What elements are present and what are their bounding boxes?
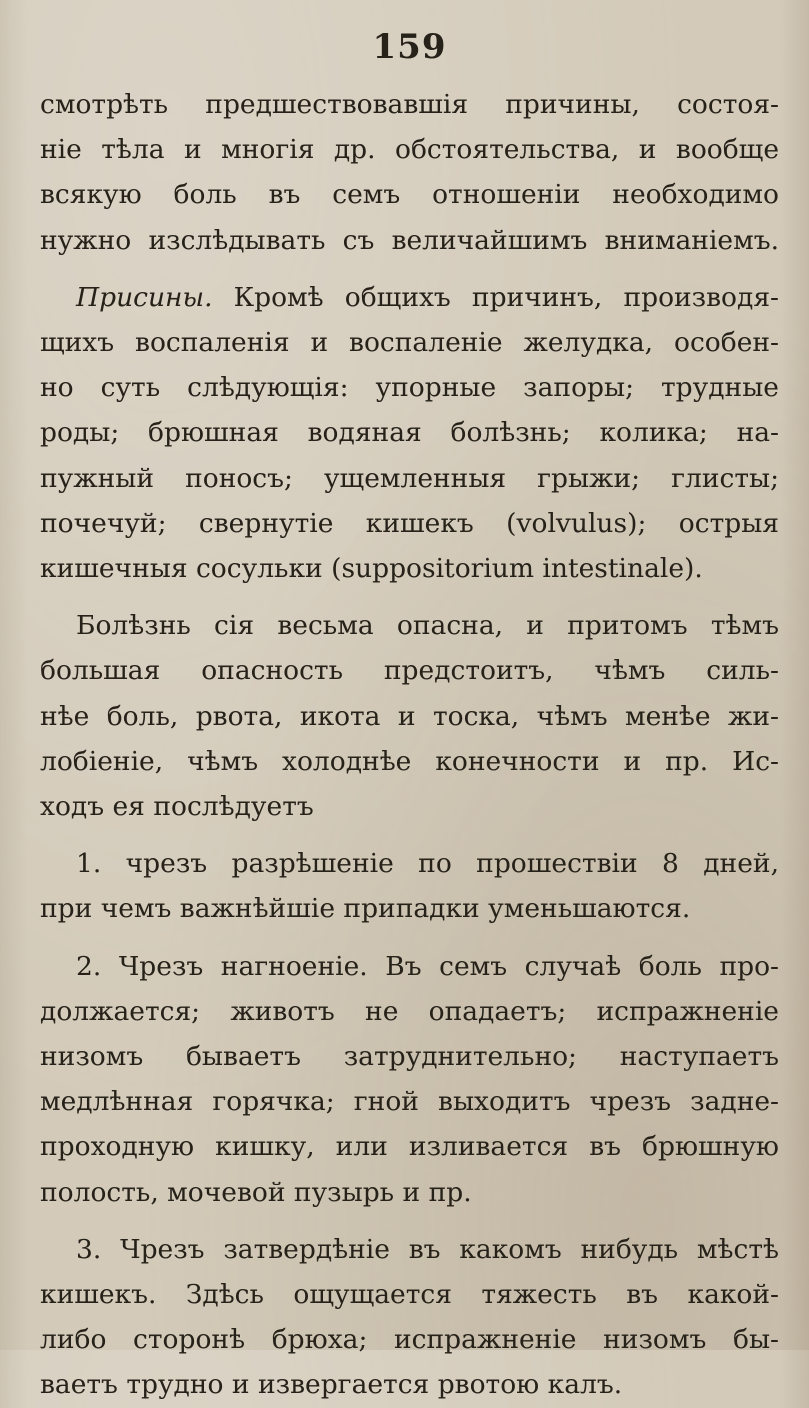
text-line: 1. чрезъ разрѣшеніе по прошествіи 8 дней, xyxy=(76,848,779,880)
text-line: Болѣзнь сія весьма опасна, и притомъ тѣмъ xyxy=(76,610,779,642)
page-number: 159 xyxy=(372,27,447,67)
paragraph-1 xyxy=(40,82,779,263)
paragraph-outcome-2 xyxy=(40,944,779,1215)
text-line: медлѣнная горячка; гной выходитъ чрезъ задне- xyxy=(40,1086,779,1118)
text-line xyxy=(40,275,779,320)
text-line: лобіеніе, чѣмъ холоднѣе конечности и пр. Ис- xyxy=(40,745,779,777)
text-line: большая опасность предстоитъ, чѣмъ силь- xyxy=(40,655,779,687)
text-line: при чемъ важнѣйшіе припадки уменьшаются. xyxy=(40,893,691,925)
text-line: пужный поносъ; ущемленныя грыжи; глисты; xyxy=(40,462,779,494)
text-line: ніе тѣла и многія др. обстоятельства, и вообще xyxy=(40,134,779,166)
text-line: кишечныя сосульки (suppositorium intestinale). xyxy=(40,553,703,585)
paragraph-prognosis xyxy=(40,603,779,829)
paragraph-causes xyxy=(40,275,779,591)
text-line: роды; брюшная водяная болѣзнь; колика; на- xyxy=(40,417,779,449)
text-line: нѣе боль, рвота, икота и тоска, чѣмъ менѣе жи- xyxy=(40,700,779,732)
text-line: всякую боль въ семъ отношеніи необходимо xyxy=(40,179,779,211)
text-line: 2. Чрезъ нагноеніе. Въ семъ случаѣ боль про- xyxy=(76,950,779,982)
text-line: низомъ бываетъ затруднительно; наступаетъ xyxy=(40,1041,779,1073)
text-line: ваетъ трудно и извергается рвотою калъ. xyxy=(40,1369,623,1401)
text-line: либо сторонѣ брюха; испражненіе низомъ бы- xyxy=(40,1324,779,1356)
text-line-rest: Кромѣ общихъ причинъ, производя- xyxy=(212,281,779,313)
text-line: почечуй; свернутіе кишекъ (volvulus); острыя xyxy=(40,507,779,539)
text-line: ходъ ея послѣдуетъ xyxy=(40,791,314,823)
text-line: смотрѣть предшествовавшія причины, состоя- xyxy=(40,89,779,120)
paragraph-outcome-1 xyxy=(40,841,779,931)
text-line: нужно изслѣдывать съ величайшимъ вниманіемъ. xyxy=(40,224,779,256)
paragraph-outcome-3 xyxy=(40,1227,779,1408)
text-line: кишекъ. Здѣсь ощущается тяжесть въ какой- xyxy=(40,1279,779,1311)
text-line: проходную кишку, или изливается въ брюшную xyxy=(40,1131,779,1163)
text-line: должается; животъ не опадаетъ; испражненіе xyxy=(40,995,779,1027)
text-line: но суть слѣдующія: упорные запоры; трудные xyxy=(40,372,779,404)
text-line: полость, мочевой пузырь и пр. xyxy=(40,1176,472,1208)
causes-heading: Присины. xyxy=(76,281,213,313)
text-line: щихъ воспаленія и воспаленіе желудка, особен- xyxy=(40,327,779,359)
text-line: 3. Чрезъ затвердѣніе въ какомъ нибудь мѣстѣ xyxy=(76,1233,779,1265)
